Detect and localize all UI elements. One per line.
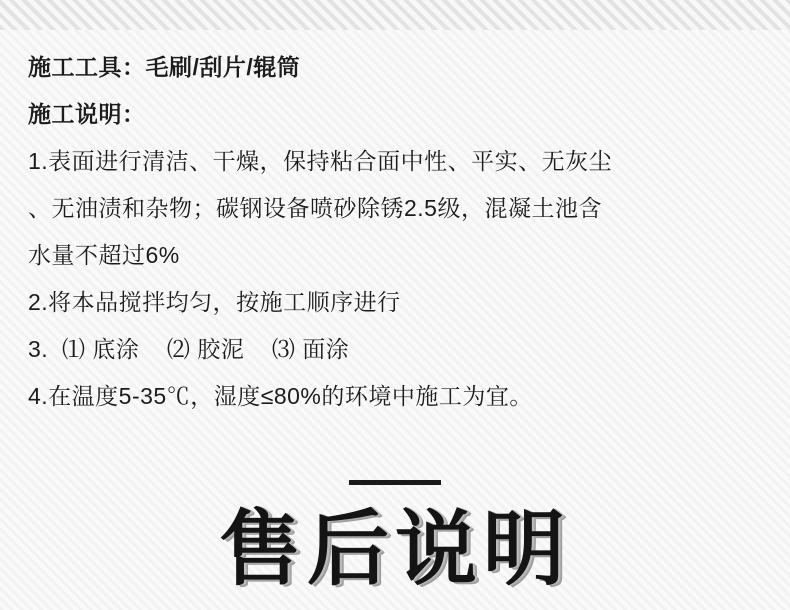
step-3-line: 3. ⑴ 底涂 ⑵ 胶泥 ⑶ 面涂 bbox=[28, 336, 350, 362]
step-1-line-2: 、无油渍和杂物；碳钢设备喷砂除锈2.5级，混凝土池含 bbox=[28, 195, 602, 221]
top-stripe-band bbox=[0, 0, 790, 30]
step-4-line: 4.在温度5-35℃，湿度≤80%的环境中施工为宜。 bbox=[28, 383, 533, 409]
section-divider bbox=[0, 470, 790, 494]
tools-line: 施工工具：毛刷/刮片/辊筒 bbox=[28, 54, 301, 80]
after-sales-heading: 售后说明 bbox=[218, 502, 571, 597]
instructions-title: 施工说明： bbox=[28, 101, 146, 127]
document-content bbox=[0, 30, 790, 420]
step-2-line: 2.将本品搅拌均匀，按施工顺序进行 bbox=[28, 289, 401, 315]
step-1-line-3: 水量不超过6% bbox=[28, 242, 180, 268]
divider-bar bbox=[349, 480, 441, 485]
step-1-line-1: 1.表面进行清洁、干燥，保持粘合面中性、平实、无灰尘 bbox=[28, 148, 613, 174]
construction-text-block bbox=[0, 30, 790, 420]
